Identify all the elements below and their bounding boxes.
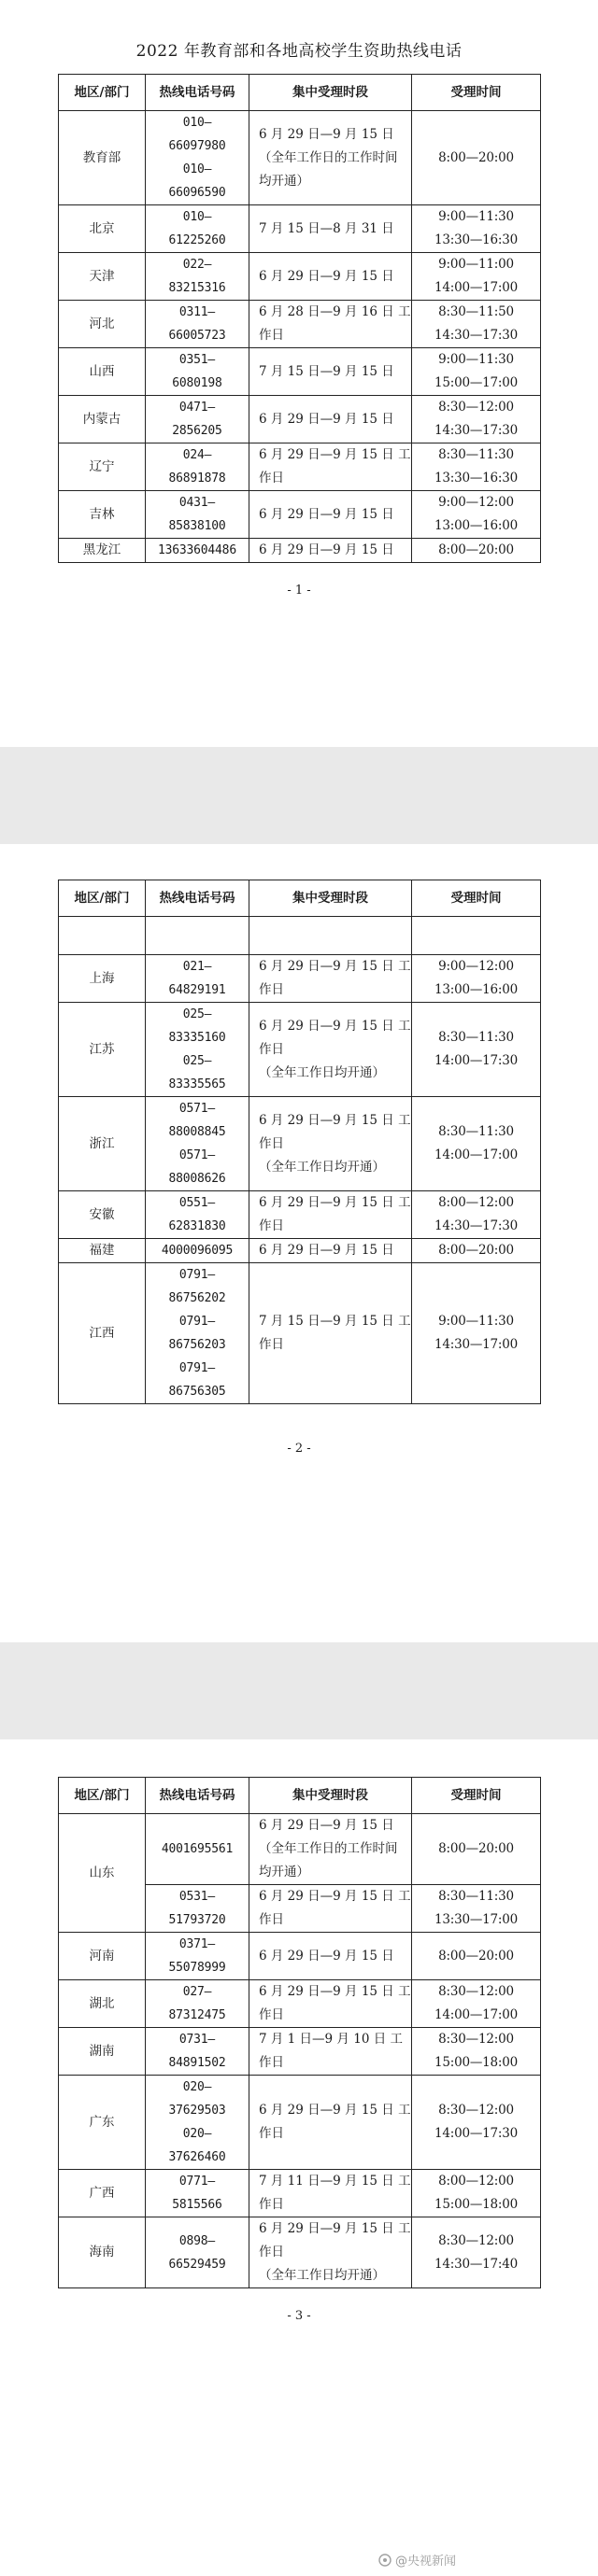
hours-cell-line: 8:00—20:00 [438,542,514,557]
table-row [59,301,541,348]
period-cell [249,396,412,443]
hours-cell-line: 8:30—12:00 [438,2032,514,2047]
hours-cell-line: 8:30—12:00 [438,400,514,415]
phone-cell-line: 0551— [178,1196,216,1210]
table-row [59,348,541,396]
period-cell-line: 6 月 29 日—9 月 15 日 工 [259,1984,411,1999]
hours-cell-line: 8:00—20:00 [438,1948,514,1964]
watermark-text: @央视新闻 [394,2555,456,2569]
phone-cell [146,2217,249,2288]
period-cell-line: （全年工作日均开通） [259,2268,385,2283]
phone-cell [146,2028,249,2076]
region-cell: 北京 [59,205,146,253]
period-cell [249,111,412,205]
phone-cell-line: 86756203 [168,1338,226,1352]
phone-cell-line: 86756202 [168,1291,226,1305]
phone-cell-line: 010— [182,162,212,176]
period-cell [249,1814,412,1885]
period-cell [249,348,412,396]
hours-cell-line: 13:00—16:00 [434,982,519,997]
hours-cell [412,1980,541,2028]
table-row [59,955,541,1003]
hours-cell-line: 14:00—17:30 [434,2126,519,2141]
period-cell-line: 6 月 29 日—9 月 15 日 工 [259,1018,411,1034]
period-cell [249,2076,412,2170]
document-page-1 [0,0,598,747]
region-cell: 湖南 [59,2028,146,2076]
phone-cell [146,1097,249,1191]
period-cell-line: 作日 [259,2055,284,2070]
phone-cell [146,253,249,301]
hours-cell-line: 15:00—18:00 [434,2055,519,2070]
hours-cell-line: 14:30—17:30 [434,1218,519,1233]
hours-cell-line: 14:30—17:30 [434,328,519,343]
period-cell-line: 6 月 29 日—9 月 15 日 [259,506,394,522]
region-cell: 安徽 [59,1191,146,1239]
hours-cell-line: 14:30—17:40 [434,2256,519,2272]
period-cell-line: 7 月 15 日—9 月 15 日 [259,363,394,379]
period-cell [249,443,412,491]
table-row [59,253,541,301]
period-cell [249,1191,412,1239]
period-cell-line: 6 月 29 日—9 月 15 日 [259,411,394,427]
period-cell [249,1003,412,1097]
phone-cell-line: 83215316 [168,281,226,295]
period-cell-line: 6 月 29 日—9 月 15 日 [259,1243,394,1258]
hours-cell [412,1003,541,1097]
table-row [59,1814,541,1885]
period-cell-line: 作日 [259,2245,284,2259]
phone-cell-line: 0791— [178,1361,216,1375]
phone-cell-line: 0371— [178,1937,216,1951]
period-cell-line: 6 月 29 日—9 月 15 日 [259,1818,394,1833]
phone-cell [146,539,249,563]
hours-cell-line: 9:00—11:00 [438,257,514,272]
hours-cell [412,955,541,1003]
period-cell-line: （全年工作日均开通） [259,1159,385,1175]
phone-cell-line: 86891878 [168,472,226,486]
hours-cell-line: 8:00—12:00 [438,1195,514,1210]
period-cell [249,491,412,539]
header-hours: 受理时间 [412,1778,541,1814]
phone-cell [146,301,249,348]
table-row [59,1239,541,1263]
phone-cell-line: 5815566 [172,2198,222,2212]
phone-cell-line: 64829191 [168,983,226,997]
hours-cell [412,1885,541,1933]
hotline-table [58,880,541,1404]
phone-cell [146,1933,249,1980]
hours-cell-line: 9:00—11:30 [438,1314,514,1329]
period-cell-line: 作日 [259,1041,284,1057]
hours-cell-line: 13:00—16:00 [434,518,519,533]
phone-cell-line: 0898— [178,2233,216,2248]
period-cell [249,2217,412,2288]
hours-cell [412,443,541,491]
phone-cell-line: 0791— [178,1268,216,1282]
period-cell-line: 作日 [259,982,284,997]
hours-cell [412,917,541,955]
period-cell [249,955,412,1003]
phone-cell-line: 88008845 [168,1125,226,1139]
phone-cell-line: 022— [182,258,212,272]
phone-cell-line: 55078999 [168,1961,226,1975]
header-phone: 热线电话号码 [146,75,249,111]
region-cell: 山西 [59,348,146,396]
period-cell-line: 6 月 29 日—9 月 15 日 [259,542,394,557]
period-cell-line: 6 月 29 日—9 月 15 日 工 [259,1889,411,1904]
phone-cell-line: 020— [182,2127,212,2141]
table-row [59,1933,541,1980]
phone-cell-line: 0311— [178,305,216,319]
hours-cell [412,301,541,348]
region-cell: 内蒙古 [59,396,146,443]
region-cell: 辽宁 [59,443,146,491]
page-title: 2022 年教育部和各地高校学生资助热线电话 [135,42,463,61]
region-cell [59,917,146,955]
page-number: - 1 - [287,584,311,598]
period-cell-line: 6 月 29 日—9 月 15 日 工 [259,2221,411,2236]
hours-cell-line: 8:00—12:00 [438,2174,514,2189]
phone-cell [146,396,249,443]
hours-cell-line: 13:30—16:30 [434,232,519,247]
header-region: 地区/部门 [59,75,146,111]
phone-cell-line: 85838100 [168,519,226,533]
period-cell [249,301,412,348]
hours-cell-line: 8:30—11:30 [438,447,514,462]
phone-cell [146,348,249,396]
table-row [59,917,541,955]
period-cell-line: 6 月 29 日—9 月 15 日 [259,126,394,142]
phone-cell-line: 024— [182,448,212,462]
phone-cell-line: 4001695561 [161,1842,234,1856]
phone-cell-line: 88008626 [168,1172,226,1186]
phone-cell [146,491,249,539]
hours-cell-line: 15:00—17:00 [434,375,519,390]
phone-cell [146,2170,249,2217]
region-cell: 广西 [59,2170,146,2217]
period-cell [249,539,412,563]
hours-cell-line: 8:00—20:00 [438,1243,514,1258]
period-cell [249,205,412,253]
period-cell-line: 作日 [259,1218,284,1233]
phone-cell [146,443,249,491]
region-cell: 吉林 [59,491,146,539]
phone-cell-line: 13633604486 [158,543,236,557]
header-region: 地区/部门 [59,1778,146,1814]
table-row [59,491,541,539]
hours-cell-line: 15:00—18:00 [434,2197,519,2212]
phone-cell [146,2076,249,2170]
phone-cell-line: 0531— [178,1890,216,1904]
phone-cell [146,1003,249,1097]
table-row [59,2076,541,2170]
region-cell: 海南 [59,2217,146,2288]
period-cell-line: 作日 [259,328,284,343]
hours-cell-line: 9:00—11:30 [438,352,514,367]
period-cell [249,2028,412,2076]
document-page-3 [0,1739,598,2576]
period-cell-line: 作日 [259,2197,284,2212]
period-cell-line: 均开通） [259,1865,309,1879]
table-header-row [59,75,541,111]
period-cell [249,917,412,955]
region-cell: 天津 [59,253,146,301]
hours-cell-line: 8:00—20:00 [438,1841,514,1856]
hours-cell-line: 14:00—17:00 [434,2007,519,2022]
period-cell-line: 6 月 29 日—9 月 15 日 [259,268,394,284]
table-header-row [59,880,541,917]
header-period: 集中受理时段 [249,880,412,917]
phone-cell [146,1980,249,2028]
phone-cell-line: 0791— [178,1315,216,1329]
period-cell [249,1980,412,2028]
header-hours: 受理时间 [412,880,541,917]
hours-cell [412,539,541,563]
phone-cell [146,1263,249,1404]
phone-cell-line: 025— [182,1007,212,1021]
page-number: - 3 - [287,2309,311,2323]
period-cell-line: （全年工作日的工作时间 [259,1841,398,1856]
hours-cell [412,396,541,443]
hours-cell [412,1933,541,1980]
hours-cell-line: 8:30—11:30 [438,1889,514,1904]
phone-cell-line: 87312475 [168,2008,226,2022]
phone-cell-line: 83335160 [168,1031,226,1045]
region-cell: 教育部 [59,111,146,205]
table-row [59,539,541,563]
period-cell-line: 均开通） [259,173,309,189]
period-cell-line: 6 月 29 日—9 月 15 日 [259,1948,394,1964]
table-row [59,2028,541,2076]
region-cell: 山东 [59,1814,146,1933]
table-row [59,396,541,443]
table-row [59,1263,541,1404]
phone-cell-line: 0731— [178,2033,216,2047]
phone-cell-line: 51793720 [168,1913,226,1927]
period-cell-line: 6 月 29 日—9 月 15 日 工 [259,959,411,974]
phone-cell [146,205,249,253]
region-cell: 河南 [59,1933,146,1980]
period-cell-line: 作日 [259,1337,284,1352]
hours-cell [412,1191,541,1239]
period-cell-line: 6 月 28 日—9 月 16 日 工 [259,304,411,319]
region-cell: 江西 [59,1263,146,1404]
period-cell-line: 作日 [259,2126,284,2141]
hours-cell-line: 8:30—12:00 [438,2103,514,2118]
table-row [59,2170,541,2217]
hours-cell-line: 14:00—17:00 [434,280,519,295]
phone-cell-line: 0771— [178,2175,216,2189]
hours-cell-line: 13:30—16:30 [434,471,519,486]
phone-cell-line: 66097980 [168,139,226,153]
table-row [59,443,541,491]
page-number: - 2 - [287,1442,311,1456]
period-cell-line: 6 月 29 日—9 月 15 日 工 [259,447,411,462]
period-cell-line: 作日 [259,1135,284,1151]
period-cell-line: 7 月 11 日—9 月 15 日 工 [259,2174,411,2189]
phone-cell [146,1814,249,1885]
weibo-logo-icon [378,2554,392,2567]
period-cell-line: （全年工作日的工作时间 [259,149,398,165]
phone-cell [146,917,249,955]
region-cell: 湖北 [59,1980,146,2028]
table-row [59,1980,541,2028]
hours-cell [412,348,541,396]
region-cell: 福建 [59,1239,146,1263]
phone-cell-line: 86756305 [168,1385,226,1399]
phone-cell-line: 010— [182,210,212,224]
hours-cell [412,491,541,539]
phone-cell [146,955,249,1003]
region-cell: 黑龙江 [59,539,146,563]
period-cell [249,2170,412,2217]
phone-cell [146,111,249,205]
hours-cell-line: 14:30—17:00 [434,1337,519,1352]
phone-cell-line: 0351— [178,353,216,367]
table-row [59,2217,541,2288]
hours-cell [412,2076,541,2170]
phone-cell-line: 020— [182,2080,212,2094]
phone-cell-line: 0571— [178,1148,216,1162]
document-page-2 [0,844,598,1642]
period-cell-line: 7 月 15 日—8 月 31 日 [259,220,394,236]
phone-cell [146,1239,249,1263]
hours-cell-line: 9:00—12:00 [438,959,514,974]
phone-cell-line: 83335565 [168,1077,226,1091]
hotline-table [58,1777,541,2288]
period-cell [249,1239,412,1263]
phone-cell [146,1191,249,1239]
hours-cell [412,2170,541,2217]
hours-cell [412,2028,541,2076]
period-cell-line: 作日 [259,2007,284,2022]
hours-cell-line: 8:30—12:00 [438,2232,514,2248]
source-watermark [378,2551,456,2569]
region-cell: 广东 [59,2076,146,2170]
hours-cell-line: 8:30—11:50 [438,304,514,319]
phone-cell-line: 2856205 [172,424,222,438]
hours-cell-line: 14:00—17:30 [434,1053,519,1068]
phone-cell [146,1885,249,1933]
hours-cell [412,1263,541,1404]
hours-cell [412,1814,541,1885]
period-cell [249,1933,412,1980]
hours-cell [412,111,541,205]
phone-cell-line: 0471— [178,401,216,415]
region-cell: 江苏 [59,1003,146,1097]
period-cell-line: 6 月 29 日—9 月 15 日 工 [259,1195,411,1210]
table-row [59,205,541,253]
phone-cell-line: 61225260 [168,233,226,247]
region-cell: 浙江 [59,1097,146,1191]
region-cell: 上海 [59,955,146,1003]
period-cell [249,253,412,301]
hours-cell [412,1097,541,1191]
period-cell-line: 7 月 1 日—9 月 10 日 工 [259,2032,403,2047]
table-row [59,1003,541,1097]
hotline-table [58,74,541,563]
period-cell-line: 7 月 15 日—9 月 15 日 工 [259,1314,411,1329]
header-phone: 热线电话号码 [146,1778,249,1814]
phone-cell-line: 025— [182,1054,212,1068]
phone-cell-line: 84891502 [168,2056,226,2070]
header-period: 集中受理时段 [249,75,412,111]
period-cell-line: 作日 [259,1912,284,1927]
page-separator [0,1642,598,1739]
phone-cell-line: 66529459 [168,2257,226,2272]
period-cell [249,1885,412,1933]
hours-cell [412,205,541,253]
phone-cell-line: 021— [182,960,212,974]
header-phone: 热线电话号码 [146,880,249,917]
hours-cell [412,2217,541,2288]
phone-cell-line: 027— [182,1985,212,1999]
header-hours: 受理时间 [412,75,541,111]
phone-cell-line: 4000096095 [161,1244,234,1258]
table-row [59,1191,541,1239]
hours-cell-line: 8:30—12:00 [438,1984,514,1999]
period-cell-line: 6 月 29 日—9 月 15 日 工 [259,1112,411,1128]
period-cell-line: 作日 [259,471,284,486]
hours-cell-line: 14:30—17:30 [434,423,519,438]
hours-cell-line: 8:30—11:30 [438,1030,514,1045]
hours-cell [412,253,541,301]
region-cell: 河北 [59,301,146,348]
table-row [59,1097,541,1191]
phone-cell-line: 0571— [178,1102,216,1116]
hours-cell [412,1239,541,1263]
phone-cell-line: 66096590 [168,186,226,200]
header-region: 地区/部门 [59,880,146,917]
hours-cell-line: 9:00—11:30 [438,209,514,224]
period-cell-line: 6 月 29 日—9 月 15 日 工 [259,2103,411,2118]
phone-cell-line: 66005723 [168,329,226,343]
hours-cell-line: 9:00—12:00 [438,495,514,510]
table-row [59,111,541,205]
table-header-row [59,1778,541,1814]
hours-cell-line: 14:00—17:00 [434,1147,519,1162]
period-cell [249,1263,412,1404]
phone-cell-line: 0431— [178,496,216,510]
period-cell-line: （全年工作日均开通） [259,1064,385,1080]
hours-cell-line: 8:00—20:00 [438,149,514,165]
hours-cell-line: 8:30—11:30 [438,1124,514,1139]
phone-cell-line: 010— [182,116,212,130]
phone-cell-line: 37626460 [168,2150,226,2164]
phone-cell-line: 37629503 [168,2104,226,2118]
period-cell [249,1097,412,1191]
page-separator [0,747,598,844]
header-period: 集中受理时段 [249,1778,412,1814]
phone-cell-line: 6080198 [172,376,222,390]
hours-cell-line: 13:30—17:00 [434,1912,519,1927]
phone-cell-line: 62831830 [168,1219,226,1233]
